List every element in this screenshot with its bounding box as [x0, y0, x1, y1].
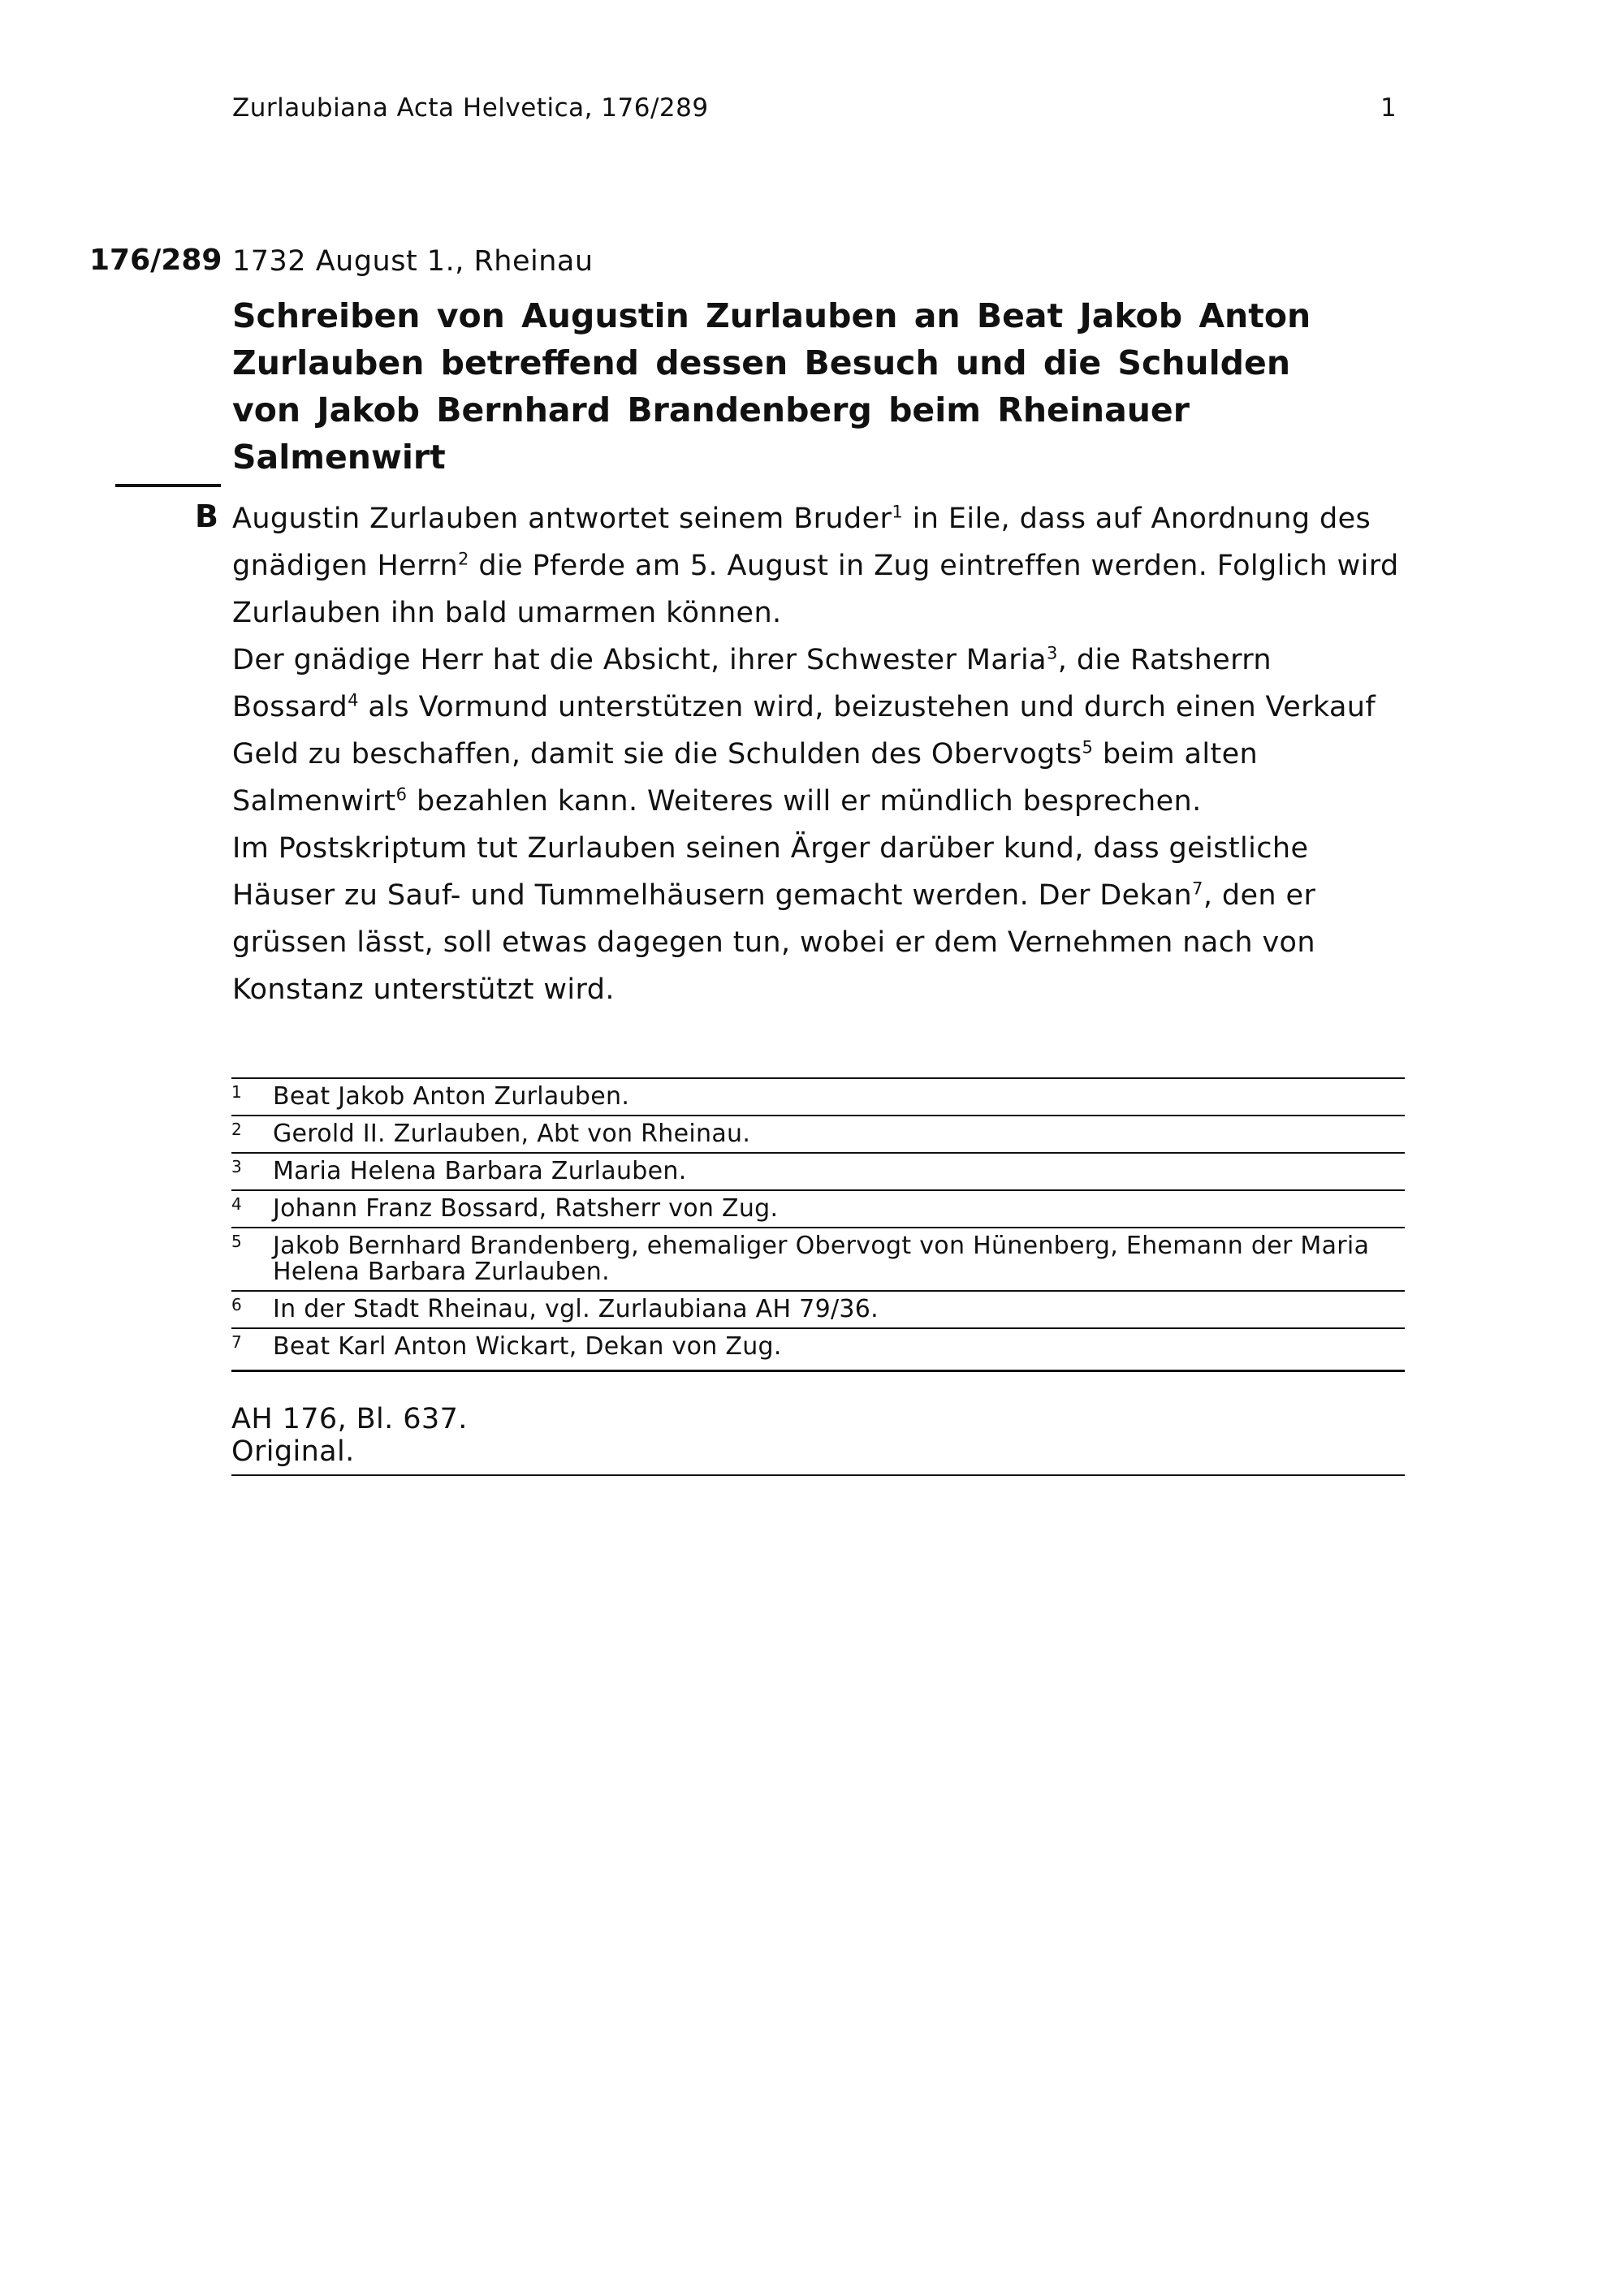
- document-date-place: 1732 August 1., Rheinau: [232, 245, 594, 278]
- section-marker: B: [195, 498, 218, 534]
- footnote-text: In der Stadt Rheinau, vgl. Zurlaubiana AH 79/36.: [273, 1295, 879, 1323]
- footnote-ref: 2: [458, 549, 469, 569]
- footnote: [231, 1228, 1405, 1292]
- footnote-number: 6: [231, 1295, 243, 1314]
- summary-paragraph: Der gnädige Herr hat die Absicht, ihrer Schwester Maria$^3$, die Ratsherrn Bossard$^4$ als Vormund unterstützen wird, beizustehen und durch einen Verkauf Geld zu beschaffen, damit sie die Schulden des Obervogts$^5$ beim alten Salmenwirt$^6$ bezahlen kann. Weiteres will er mündlich besprechen.: [232, 643, 1376, 818]
- document-title: Schreiben von Augustin Zurlauben an Beat Jakob Anton Zurlauben betreffend dessen Besuch und die Schulden von Jakob Bernhard Brandenberg beim Rheinauer Salmenwirt: [232, 296, 1311, 477]
- footnote-text: Maria Helena Barbara Zurlauben.: [273, 1157, 687, 1185]
- source-reference: [231, 1403, 1405, 1476]
- footnote: [231, 1329, 1405, 1372]
- document-number: 176/289: [89, 244, 222, 277]
- footnote-ref: 7: [1192, 878, 1203, 899]
- header-title: Zurlaubiana Acta Helvetica, 176/289: [232, 93, 709, 123]
- footnote-ref: 4: [348, 690, 359, 710]
- footnote-number: 4: [231, 1194, 243, 1214]
- footnote-number: 7: [231, 1332, 243, 1352]
- footnote: [231, 1191, 1405, 1228]
- footnote: [231, 1292, 1405, 1329]
- footnote-ref: 1: [892, 502, 904, 522]
- footnote-number: 3: [231, 1157, 243, 1176]
- footnote: [231, 1154, 1405, 1191]
- archive-reference: AH 176, Bl. 637.: [231, 1403, 468, 1435]
- summary-paragraph: Augustin Zurlauben antwortet seinem Bruder$^1$ in Eile, dass auf Anordnung des gnädigen Herrn$^2$ die Pferde am 5. August in Zug eintreffen werden. Folglich wird Zurlauben ihn bald umarmen können.: [232, 502, 1399, 629]
- footnote-ref: 3: [1047, 643, 1058, 663]
- footnotes-list: [231, 1077, 1405, 1372]
- footnote-text: Beat Jakob Anton Zurlauben.: [273, 1082, 630, 1111]
- footnote-text: Johann Franz Bossard, Ratsherr von Zug.: [273, 1194, 779, 1223]
- document-type: Original.: [231, 1435, 355, 1468]
- footnote-text: Gerold II. Zurlauben, Abt von Rheinau.: [273, 1120, 751, 1148]
- summary-paragraph: Im Postskriptum tut Zurlauben seinen Ärger darüber kund, dass geistliche Häuser zu Sauf- und Tummelhäusern gemacht werden. Der Dekan$^7$, den er grüssen lässt, soll etwas dagegen tun, wobei er dem Vernehmen nach von Konstanz unterstützt wird.: [232, 832, 1316, 1006]
- summary-text: [232, 495, 1402, 1013]
- footnote-text: Jakob Bernhard Brandenberg, ehemaliger Obervogt von Hünenberg, Ehemann der Maria Helena Barbara Zurlauben.: [273, 1232, 1370, 1286]
- footnote-text: Beat Karl Anton Wickart, Dekan von Zug.: [273, 1332, 782, 1361]
- footnote-number: 5: [231, 1232, 243, 1251]
- page-number: 1: [1380, 93, 1397, 123]
- footnote-number: 2: [231, 1120, 243, 1139]
- footnote-number: 1: [231, 1082, 243, 1102]
- footnote: [231, 1079, 1405, 1116]
- footnote-ref: 6: [395, 784, 408, 805]
- footnote-ref: 5: [1082, 737, 1094, 757]
- footnote: [231, 1116, 1405, 1154]
- section-divider: [115, 484, 221, 487]
